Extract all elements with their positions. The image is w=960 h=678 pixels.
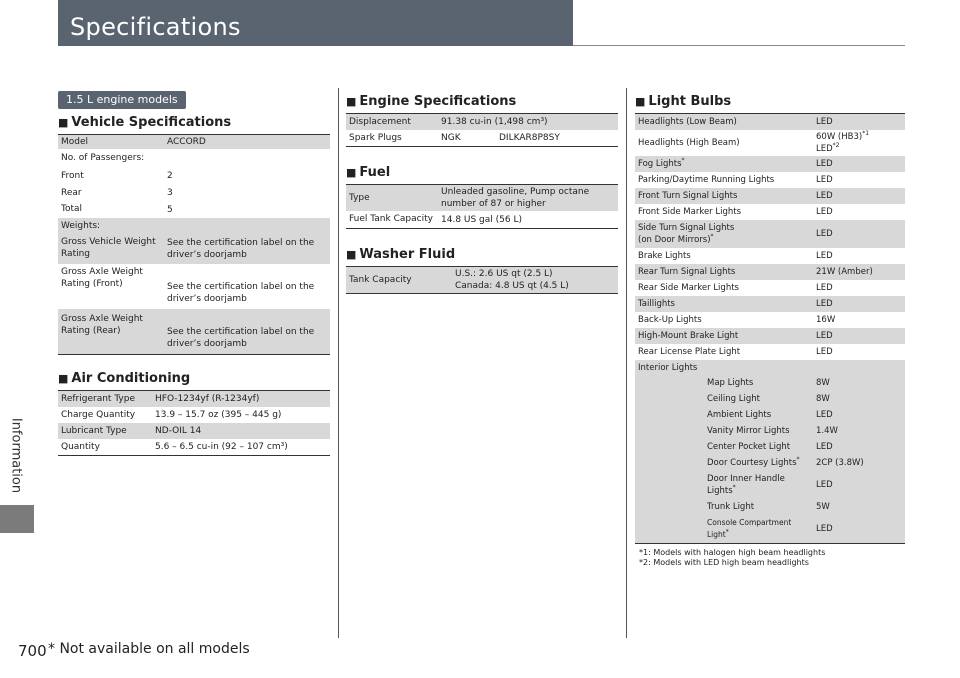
row-value: 1.4W — [813, 423, 905, 439]
row-value — [813, 130, 905, 156]
table-row — [346, 211, 618, 229]
footnote-text: Models with halogen high beam headlights — [653, 548, 826, 557]
footnote-mark: *2: — [639, 558, 651, 567]
table-row — [635, 471, 905, 499]
table-row — [635, 375, 905, 391]
square-bullet-icon: ■ — [635, 95, 646, 108]
row-key: Spark Plugs — [349, 133, 402, 143]
row-value: LED — [813, 328, 905, 344]
row-value: See the certification label on the driver’s doorjamb — [167, 282, 315, 304]
row-key: Model — [58, 135, 164, 150]
row-value: 91.38 cu-in (1,498 cm³) — [438, 114, 618, 131]
table-row — [58, 201, 330, 218]
row-key-text: Door Courtesy Lights — [707, 458, 797, 468]
row-key-text: Fog Lights — [638, 159, 682, 169]
table-row — [635, 344, 905, 360]
ac-heading-text: Air Conditioning — [71, 371, 191, 386]
row-value: 2 — [167, 171, 173, 181]
row-key: Rear Turn Signal Lights — [635, 264, 813, 280]
row-value: 3 — [167, 188, 173, 198]
side-tab-label: Information — [8, 417, 24, 494]
row-key — [635, 156, 813, 172]
footnotes — [635, 548, 905, 568]
row-value: ACCORD — [164, 135, 330, 150]
title-rule — [573, 45, 905, 46]
table-row — [635, 130, 905, 156]
row-key: Interior Lights — [635, 360, 905, 375]
table-row — [635, 156, 905, 172]
row-value: LED — [813, 515, 905, 544]
row-key: Displacement — [346, 114, 438, 131]
footnote-mark: * — [732, 484, 736, 492]
row-value: LED — [813, 439, 905, 455]
row-key: Parking/Daytime Running Lights — [638, 175, 775, 185]
fuel-heading — [346, 165, 618, 180]
row-value-line-1: U.S.: 2.6 US qt (2.5 L) — [455, 269, 553, 279]
washer-table — [346, 266, 618, 294]
row-value: 8W — [813, 391, 905, 407]
middle-column — [346, 92, 618, 294]
row-key: Headlights (Low Beam) — [635, 114, 813, 131]
row-value: LED — [813, 114, 905, 131]
footnote — [639, 548, 905, 558]
table-row — [346, 130, 618, 147]
table-row — [635, 391, 905, 407]
row-key: Total — [61, 204, 83, 214]
square-bullet-icon: ■ — [346, 166, 357, 179]
row-key: Charge Quantity — [61, 410, 136, 420]
table-row — [635, 188, 905, 204]
vehicle-specs-heading-text: Vehicle Specifications — [71, 115, 232, 130]
row-key: No. of Passengers: — [61, 153, 145, 163]
ac-table — [58, 390, 330, 456]
row-key: Back-Up Lights — [638, 315, 702, 325]
row-value: 13.9 – 15.7 oz (395 – 445 g) — [155, 410, 282, 420]
washer-heading — [346, 247, 618, 262]
row-value-line-1: 60W (HB3) — [816, 132, 863, 142]
table-row — [58, 185, 330, 201]
row-key — [635, 471, 813, 499]
row-value: LED — [816, 347, 833, 357]
table-row — [346, 114, 618, 131]
row-value: LED — [813, 156, 905, 172]
column-divider-1 — [338, 88, 339, 638]
row-key: Ambient Lights — [635, 407, 813, 423]
page-number: 700 — [18, 642, 47, 660]
table-row — [635, 280, 905, 296]
row-value: See the certification label on the driver’s doorjamb — [164, 309, 330, 355]
table-row — [635, 248, 905, 264]
row-key: Gross Vehicle Weight Rating — [58, 234, 164, 264]
table-row — [635, 220, 905, 248]
row-key: Refrigerant Type — [58, 391, 152, 408]
table-row — [58, 149, 330, 167]
table-row — [346, 267, 618, 294]
row-value-line-2: LED — [816, 144, 833, 154]
table-row — [635, 312, 905, 328]
row-key: Map Lights — [635, 375, 813, 391]
footnote — [639, 558, 905, 568]
row-key: Brake Lights — [638, 251, 691, 261]
engine-specs-heading-text: Engine Specifications — [359, 94, 517, 109]
row-key — [635, 220, 813, 248]
table-row — [635, 439, 905, 455]
row-key: Headlights (High Beam) — [638, 138, 740, 148]
row-key: Weights: — [58, 218, 330, 234]
row-value — [452, 267, 618, 294]
square-bullet-icon: ■ — [346, 248, 357, 261]
table-row — [635, 264, 905, 280]
engine-specs-heading — [346, 94, 618, 109]
side-tab-marker — [0, 505, 34, 533]
light-bulbs-heading-text: Light Bulbs — [648, 94, 732, 109]
row-value: LED — [813, 407, 905, 423]
footnote-mark: *1: — [639, 548, 651, 557]
row-key: Front Turn Signal Lights — [635, 188, 813, 204]
row-key: Tank Capacity — [346, 267, 452, 294]
row-key-text: Console Compartment Light — [707, 518, 792, 539]
table-row — [635, 204, 905, 220]
row-key: Gross Axle Weight Rating (Front) — [61, 267, 143, 289]
table-row — [635, 499, 905, 515]
row-value: 21W (Amber) — [813, 264, 905, 280]
side-tab-label-box — [4, 417, 30, 500]
row-key — [635, 515, 813, 544]
row-value: LED — [816, 207, 833, 217]
table-row — [58, 167, 330, 185]
row-key — [635, 455, 813, 471]
row-key: Lubricant Type — [58, 423, 152, 439]
table-row — [635, 328, 905, 344]
table-row — [635, 423, 905, 439]
right-column — [635, 92, 905, 568]
row-key-text: Door Inner Handle Lights — [707, 474, 785, 496]
row-value: LED — [813, 471, 905, 499]
row-value: 5W — [813, 499, 905, 515]
row-key-line-2: (on Door Mirrors) — [638, 235, 711, 245]
row-value: Unleaded gasoline, Pump octane number of 87 or higher — [438, 185, 618, 212]
footnote-text: Models with LED high beam headlights — [653, 558, 809, 567]
row-value: LED — [816, 251, 833, 261]
row-key: Rear License Plate Light — [638, 347, 741, 357]
row-value: HFO-1234yf (R-1234yf) — [152, 391, 330, 408]
column-divider-2 — [626, 88, 627, 638]
row-value: 2CP (3.8W) — [813, 455, 905, 471]
table-row — [635, 407, 905, 423]
row-value: LED — [813, 220, 905, 248]
table-row — [58, 407, 330, 423]
footnote-mark: * — [710, 233, 714, 241]
table-row — [58, 264, 330, 309]
row-key: Center Pocket Light — [635, 439, 813, 455]
row-key: High-Mount Brake Light — [635, 328, 813, 344]
fuel-table — [346, 184, 618, 229]
row-value: 14.8 US gal (56 L) — [441, 214, 522, 225]
table-row — [58, 135, 330, 150]
footnote-mark: * — [681, 157, 685, 165]
table-row — [635, 172, 905, 188]
light-bulbs-heading — [635, 94, 905, 109]
row-key: Rear — [61, 188, 82, 198]
title-bar — [58, 0, 573, 46]
washer-heading-text: Washer Fluid — [359, 247, 456, 262]
table-row — [58, 439, 330, 456]
table-row — [58, 234, 330, 264]
square-bullet-icon: ■ — [346, 95, 357, 108]
row-value: 5.6 – 6.5 cu-in (92 – 107 cm³) — [155, 442, 288, 452]
row-key: Vanity Mirror Lights — [635, 423, 813, 439]
table-row — [346, 185, 618, 212]
row-value: 5 — [167, 204, 173, 215]
side-tab[interactable] — [0, 0, 34, 678]
footnote-mark: *2 — [832, 142, 840, 150]
table-row — [58, 218, 330, 234]
table-row — [635, 515, 905, 544]
row-key: Taillights — [635, 296, 813, 312]
row-value-2: DILKAR8P8SY — [499, 133, 560, 143]
table-row — [635, 360, 905, 375]
row-value: NGK — [441, 133, 461, 143]
row-key: Type — [346, 185, 438, 212]
row-value: ND-OIL 14 — [152, 423, 330, 439]
table-row — [58, 309, 330, 355]
availability-note: * Not available on all models — [48, 641, 250, 657]
light-bulbs-table — [635, 113, 905, 544]
engine-badge: 1.5 L engine models — [58, 91, 186, 109]
row-value: LED — [813, 296, 905, 312]
row-key: Front Side Marker Lights — [638, 207, 742, 217]
row-key: Rear Side Marker Lights — [638, 283, 739, 293]
row-value: LED — [816, 175, 833, 185]
row-value-line-2: Canada: 4.8 US qt (4.5 L) — [455, 281, 569, 291]
footnote-mark: * — [725, 528, 729, 536]
row-value: LED — [813, 188, 905, 204]
row-key: Ceiling Light — [635, 391, 813, 407]
row-key: Front — [61, 171, 84, 181]
vehicle-specs-heading — [58, 115, 330, 130]
vehicle-specs-table — [58, 134, 330, 355]
row-key: Trunk Light — [635, 499, 813, 515]
square-bullet-icon: ■ — [58, 372, 69, 385]
table-row — [635, 114, 905, 131]
row-value: 8W — [813, 375, 905, 391]
page-title: Specifications — [70, 13, 241, 41]
table-row — [58, 391, 330, 408]
engine-specs-table — [346, 113, 618, 147]
row-key: Fuel Tank Capacity — [349, 214, 433, 224]
row-value: 16W — [816, 315, 836, 325]
table-row — [635, 455, 905, 471]
table-row — [635, 296, 905, 312]
fuel-heading-text: Fuel — [359, 165, 391, 180]
square-bullet-icon: ■ — [58, 116, 69, 129]
row-key-line-1: Side Turn Signal Lights — [638, 223, 735, 233]
left-column — [58, 88, 330, 456]
row-key: Gross Axle Weight Rating (Rear) — [58, 309, 164, 355]
row-value: See the certification label on the driver’s doorjamb — [164, 234, 330, 264]
row-key: Quantity — [61, 442, 100, 452]
row-value: LED — [816, 283, 833, 293]
footnote-mark: *1 — [862, 130, 870, 138]
table-row — [58, 423, 330, 439]
ac-heading — [58, 371, 330, 386]
footnote-mark: * — [796, 456, 800, 464]
